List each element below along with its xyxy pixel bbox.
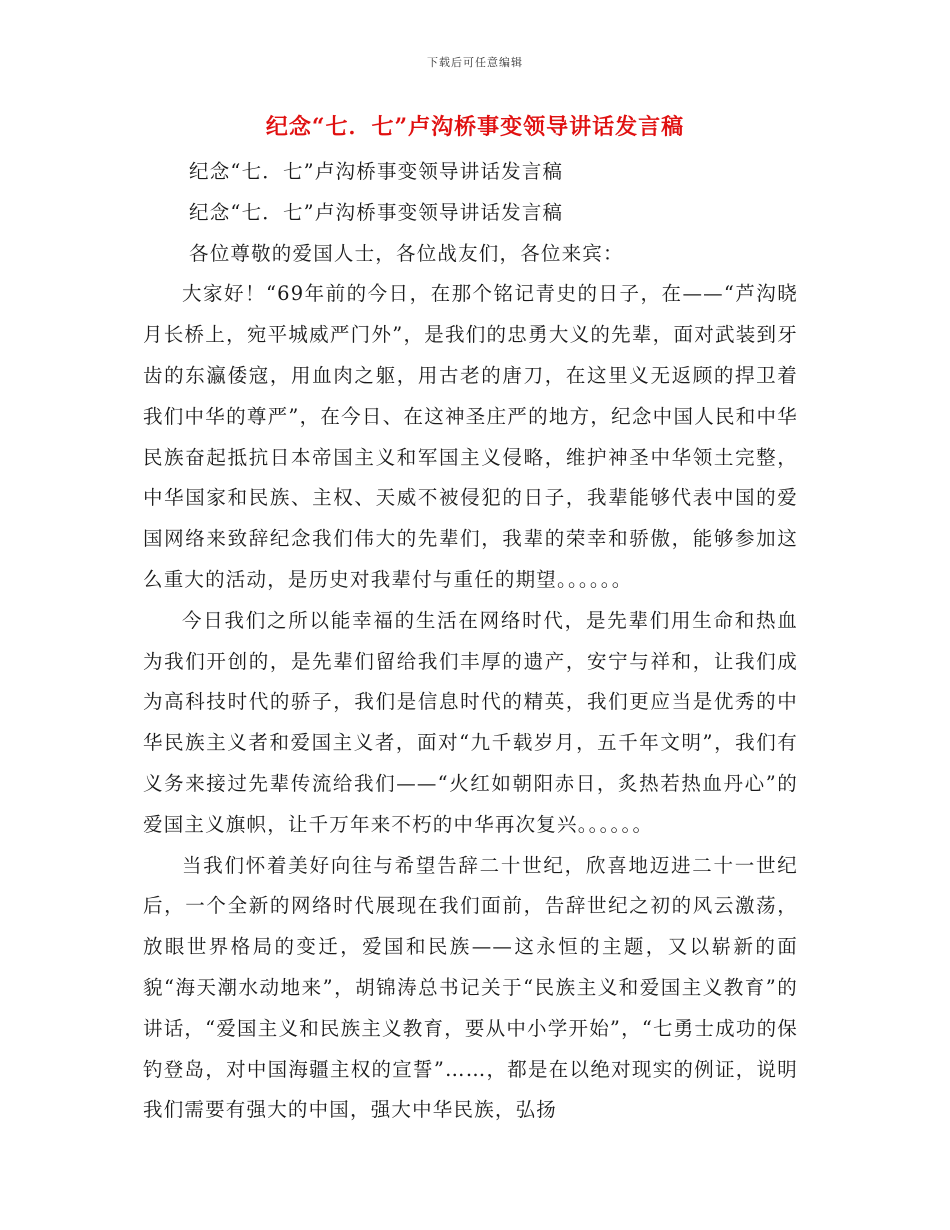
document-title: 纪念“七．七”卢沟桥事变领导讲话发言稿 <box>265 114 685 140</box>
salutation-line: 各位尊敬的爱国人士，各位战友们，各位来宾： <box>189 241 624 265</box>
body-paragraph: 大家好！“69年前的今日，在那个铭记青史的日子，在——“芦沟晓月长桥上，宛平城威严门外”，是我们的忠勇大义的先辈，面对武装到牙齿的东瀛倭寇，用血肉之躯，用古老的唐刀，在这里义无返顾的捍卫着我们中华的尊严”，在今日、在这神圣庄严的地方，纪念中国人民和中华民族奋起抵抗日本帝国主义和军国主义侵略，维护神圣中华领土完整，中华国家和民族、主权、天威不被侵犯的日子，我辈能够代表中国的爱国网络来致辞纪念我们伟大的先辈们，我辈的荣幸和骄傲，能够参加这么重大的活动，是历史对我辈付与重任的期望。。。。。。 <box>143 282 798 591</box>
page-header-note: 下载后可任意编辑 <box>427 56 523 69</box>
body-paragraph: 今日我们之所以能幸福的生活在网络时代，是先辈们用生命和热血为我们开创的，是先辈们留给我们丰厚的遗产，安宁与祥和，让我们成为高科技时代的骄子，我们是信息时代的精英，我们更应当是优秀的中华民族主义者和爱国主义者，面对“九千载岁月，五千年文明”，我们有义务来接过先辈传流给我们——“火红如朝阳赤日，炙热若热血丹心”的爱国主义旗帜，让千万年来不朽的中华再次复兴。。。。。。 <box>143 608 798 836</box>
document-body <box>143 152 798 1131</box>
subtitle-line: 纪念“七．七”卢沟桥事变领导讲话发言稿 <box>189 160 564 183</box>
subtitle-line: 纪念“七．七”卢沟桥事变领导讲话发言稿 <box>189 200 564 224</box>
body-paragraph: 当我们怀着美好向往与希望告辞二十世纪，欣喜地迈进二十一世纪后，一个全新的网络时代展现在我们面前，告辞世纪之初的风云激荡，放眼世界格局的变迁，爱国和民族——这永恒的主题，又以崭新的面貌“海天潮水动地来”，胡锦涛总书记关于“民族主义和爱国主义教育”的讲话，“爱国主义和民族主义教育，要从中小学开始”，“七勇士成功的保钓登岛，对中国海疆主权的宣誓”……，都是在以绝对现实的例证，说明我们需要有强大的中国，强大中华民族，弘扬 <box>143 853 798 1122</box>
